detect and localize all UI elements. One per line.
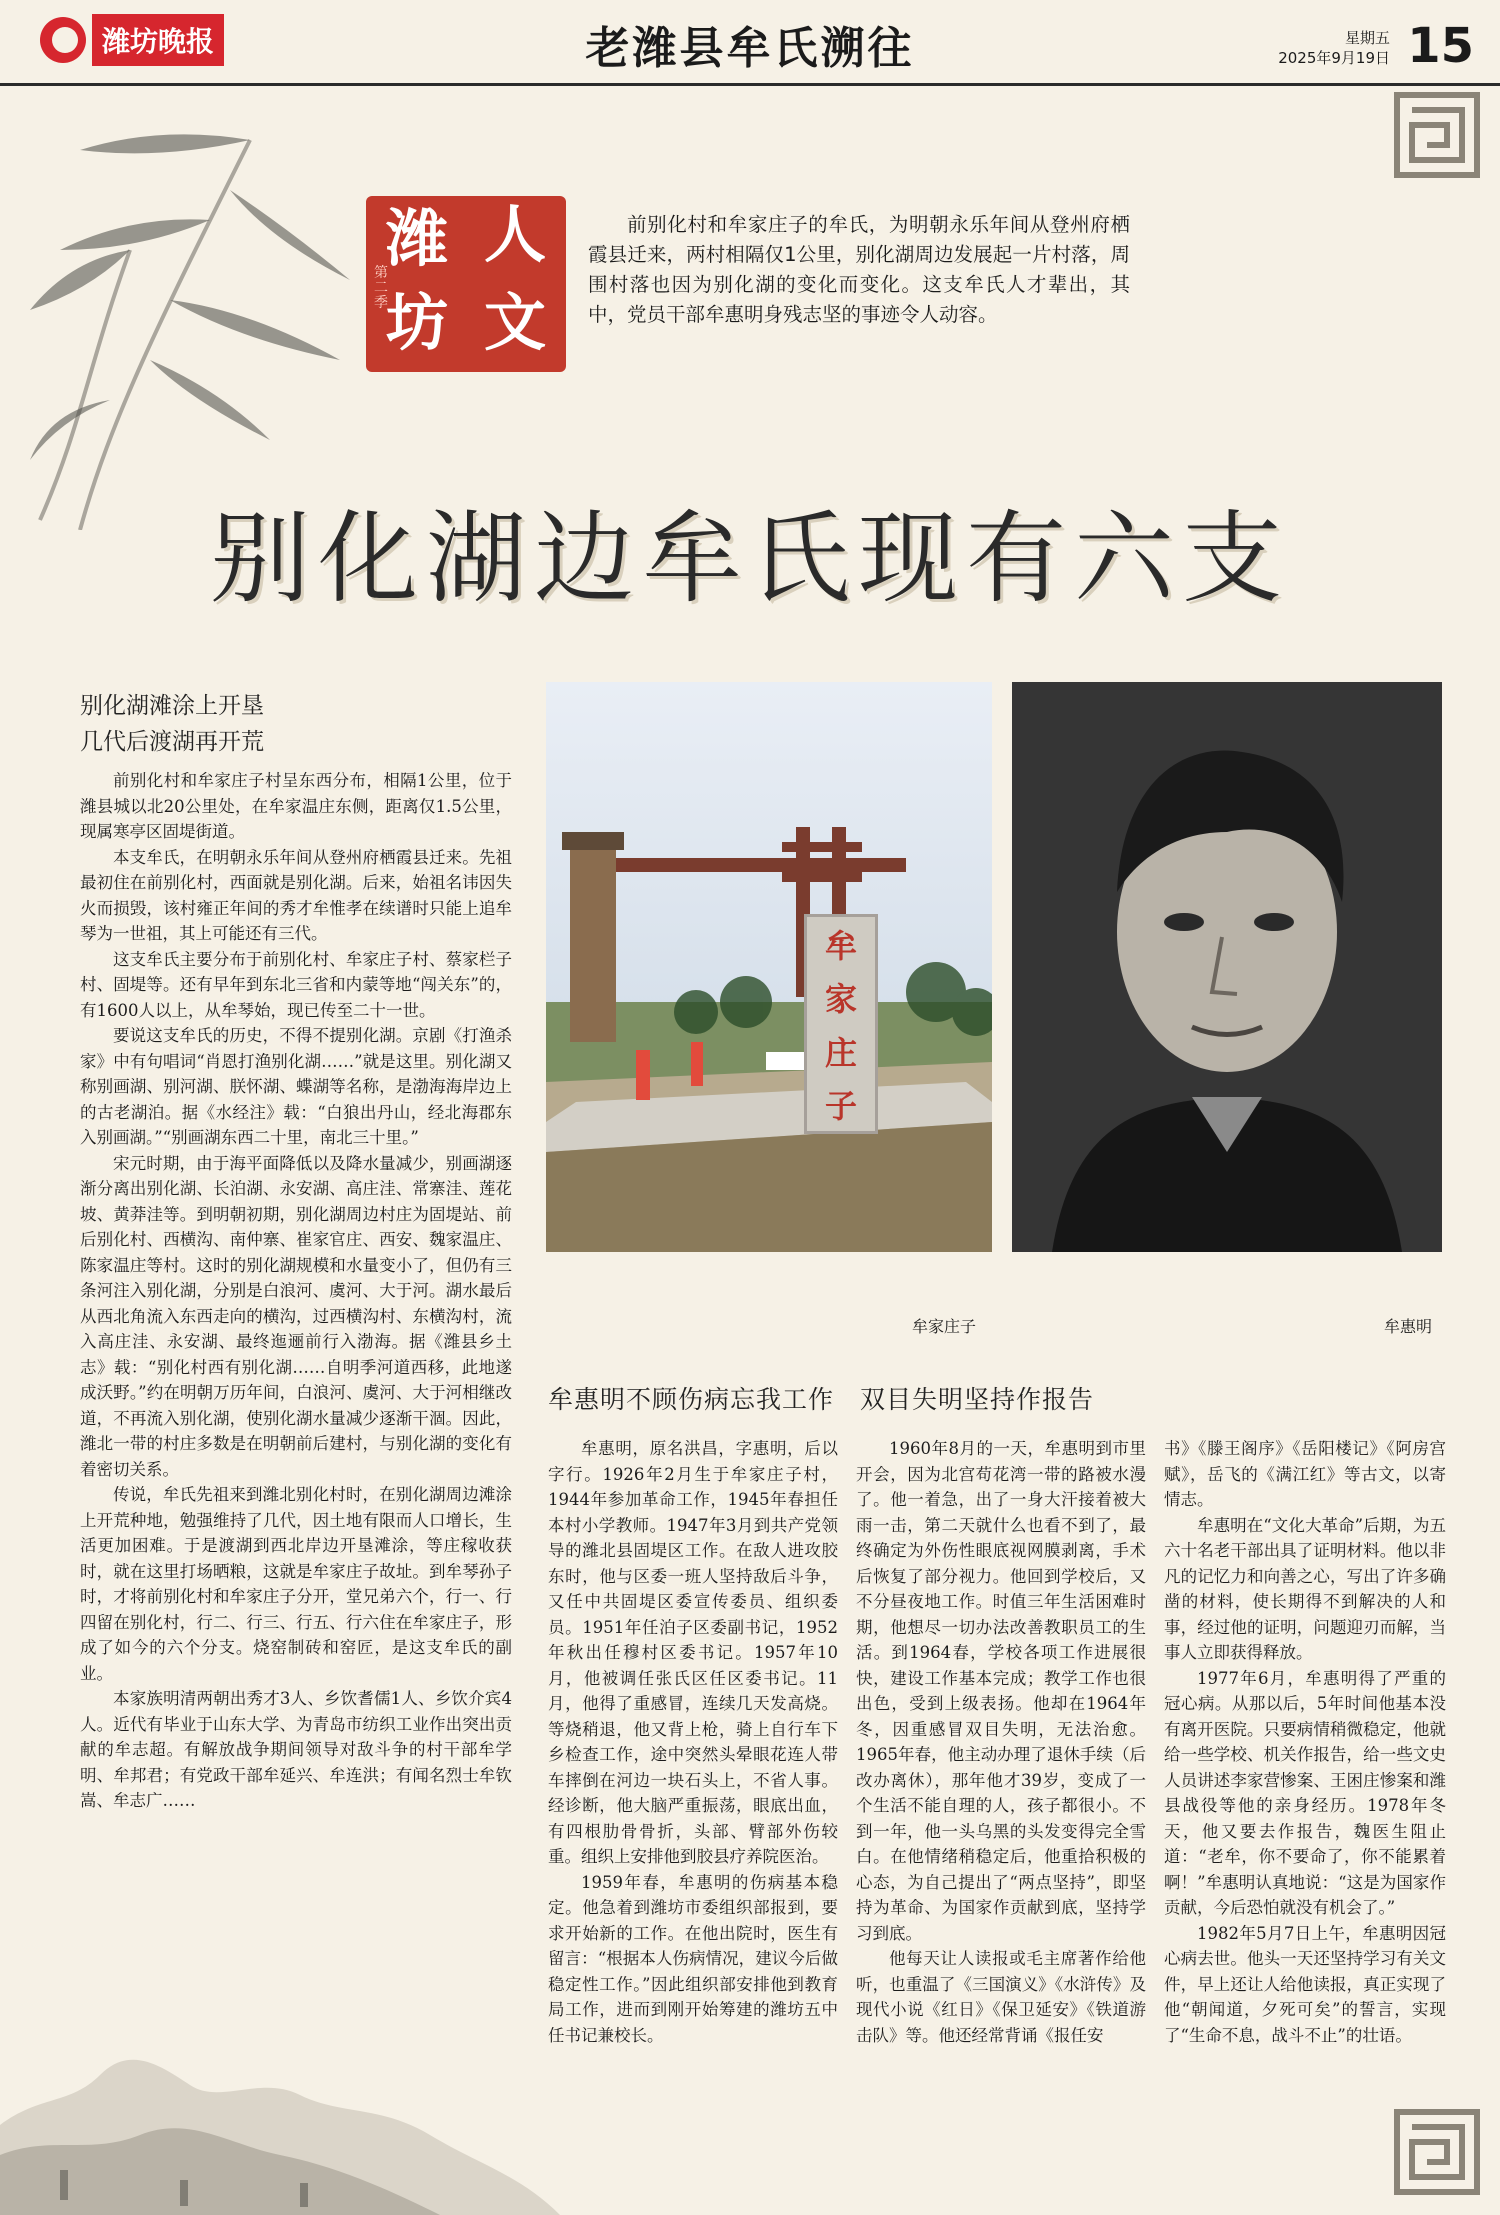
paragraph: 这支牟氏主要分布于前别化村、牟家庄子村、蔡家栏子村、固堤等。还有早年到东北三省和内蒙等地“闯关东”的，有1600人以上，从牟琴始，现已传至二十一世。 <box>80 949 512 1020</box>
section-title: 老潍县牟氏溯往 <box>585 23 915 74</box>
intro-paragraph: 前别化村和牟家庄子的牟氏，为明朝永乐年间从登州府栖霞县迁来，两村相隔仅1公里，别化湖周边发展起一片村落，周围村落也因为别化湖的变化而变化。这支牟氏人才辈出，其中，党员干部牟惠明身残志坚的事迹令人动容。 <box>588 213 1130 326</box>
logo-text: 潍坊晚报 <box>92 14 224 66</box>
photo-village-gate <box>546 682 992 1252</box>
badge-season: 第二季 <box>374 265 388 311</box>
paragraph: 本家族明清两朝出秀才3人、乡饮耆儒1人、乡饮介宾4人。近代有毕业于山东大学、为青岛市纺织工业作出突出贡献的牟志超。有解放战争期间领导对敌斗争的村干部牟学明、牟邦君；有党政干部牟延兴、牟连洪；有闻名烈士牟钦嵩、牟志广…… <box>80 1689 512 1810</box>
photo-caption-right: 牟惠明 <box>1384 1317 1433 1336</box>
gate-sign-char: 牟 <box>824 926 857 965</box>
paragraph: 1982年5月7日上午，牟惠明因冠心病去世。他头一天还坚持学习有关文件，早上还让人给他读报，真正实现了他“朝闻道，夕死可矣”的誓言，实现了“生命不息，战斗不止”的壮语。 <box>1164 1923 1446 2045</box>
subhead-line: 别化湖滩涂上开垦 <box>80 693 264 719</box>
date: 2025年9月19日 <box>1278 49 1390 67</box>
gate-sign-char: 家 <box>824 980 857 1019</box>
badge-char: 文 <box>484 286 547 359</box>
article-column-left <box>80 688 512 1814</box>
paragraph: 前别化村和牟家庄子村呈东西分布，相隔1公里，位于潍县城以北20公里处，在牟家温庄东侧，距离仅1.5公里，现属寒亭区固堤街道。 <box>80 771 512 841</box>
paragraph: 书》《滕王阁序》《岳阳楼记》《阿房宫赋》，岳飞的《满江红》等古文，以寄情志。 <box>1164 1439 1446 1509</box>
ink-mountains-decoration-icon <box>0 1955 560 2215</box>
issue-date <box>1278 28 1390 68</box>
village-gate-image-icon <box>546 682 992 1252</box>
subhead-line: 几代后渡湖再开荒 <box>80 729 264 755</box>
article-column-4 <box>1164 1436 1446 2048</box>
page-header <box>0 0 1500 86</box>
paragraph: 1959年春，牟惠明的伤病基本稳定。他急着到潍坊市委组织部报到，要求开始新的工作。在他出院时，医生有留言：“根据本人伤病情况，建议今后做稳定性工作。”因此组织部安排他到教育局工作，进而到刚开始筹建的潍坊五中任书记兼校长。 <box>548 1872 838 2045</box>
paragraph: 牟惠明，原名洪昌，字惠明，后以字行。1926年2月生于牟家庄子村，1944年参加革命工作，1945年春担任本村小学教师。1947年3月到共产党领导的潍北县固堤区工作。在敌人进攻胶东时，他与区委一班人坚持敌后斗争，又任中共固堤区委宣传委员、组织委员。1951年任泊子区委副书记，1952年秋出任穆村区委书记。1957年10月，他被调任张氏区任区委书记。11月，他得了重感冒，连续几天发高烧。等烧稍退，他又背上枪，骑上自行车下乡检查工作，途中突然头晕眼花连人带车摔倒在河边一块石头上，不省人事。经诊断，他大脑严重振荡，眼底出血，有四根肋骨骨折，头部、臂部外伤较重。组织上安排他到胶县疗养院医治。 <box>548 1439 838 1866</box>
page-number: 15 <box>1407 18 1474 74</box>
paragraph: 1977年6月，牟惠明得了严重的冠心病。从那以后，5年时间他基本没有离开医院。只要病情稍微稳定，他就给一些学校、机关作报告，给一些文史人员讲述李家营惨案、王困庄惨案和潍县战役等他的亲身经历。1978年冬天，他又要去作报告，魏医生阻止道：“老牟，你不要命了，你不能累着啊！”牟惠明认真地说：“这是为国家作贡献，今后恐怕就没有机会了。” <box>1164 1668 1446 1917</box>
photo-portrait <box>1012 682 1442 1252</box>
paragraph: 要说这支牟氏的历史，不得不提别化湖。京剧《打渔杀家》中有句唱词“肖恩打渔别化湖……”就是这里。别化湖又称别画湖、别河湖、朕怀湖、蝶湖等名称，是渤海海岸边上的古老湖泊。据《水经注》载：“白狼出丹山，经北海郡东入别画湖。”“别画湖东西二十里，南北三十里。” <box>80 1026 512 1147</box>
paragraph: 传说，牟氏先祖来到潍北别化村时，在别化湖周边滩涂上开荒种地，勉强维持了几代，因土地有限而人口增长，生活更加困难。于是渡湖到西北岸边开垦滩涂，等庄稼收获时，就在这里打场晒粮，这就是牟家庄子故址。到牟琴孙子时，才将前别化村和牟家庄子分开，堂兄弟六个，行一、行四留在别化村，行二、行三、行五、行六住在牟家庄子，形成了如今的六个分支。烧窑制砖和窑匠，是这支牟氏的副业。 <box>80 1485 512 1683</box>
badge-char: 人 <box>484 198 547 271</box>
corner-pattern-icon <box>1392 90 1482 180</box>
portrait-image-icon <box>1012 682 1442 1252</box>
gate-sign <box>804 914 878 1134</box>
paragraph: 本支牟氏，在明朝永乐年间从登州府栖霞县迁来。先祖最初住在前别化村，西面就是别化湖。后来，始祖名讳因失火而损毁，该村雍正年间的秀才牟惟孝在续谱时只能上追牟琴为一世祖，其上可能还有三代。 <box>80 847 512 943</box>
column-badge <box>366 196 566 372</box>
article-column-3 <box>856 1436 1146 2048</box>
badge-char: 坊 <box>386 286 449 359</box>
gate-sign-char: 子 <box>824 1087 857 1126</box>
gate-sign-char: 庄 <box>824 1033 857 1072</box>
paragraph: 宋元时期，由于海平面降低以及降水量减少，别画湖逐渐分离出别化湖、长泊湖、永安湖、高庄洼、常寨洼、莲花坡、黄莽洼等。到明朝初期，别化湖周边村庄为固堤站、前后别化村、西横沟、南仲寨、崔家官庄、西安、魏家温庄、陈家温庄等村。这时的别化湖规模和水量变小了，但仍有三条河注入别化湖，分别是白浪河、虞河、大于河。湖水最后从西北角流入东西走向的横沟，过西横沟村、东横沟村，流入高庄洼、永安湖、最终迤逦前行入渤海。据《潍县乡土志》载：“别化村西有别化湖……自明季河道西移，此地遂成沃野。”约在明朝万历年间，白浪河、虞河、大于河相继改道，不再流入别化湖，使别化湖水量减少逐渐干涸。因此，潍北一带的村庄多数是在明朝前后建村，与别化湖的变化有着密切关系。 <box>80 1153 512 1479</box>
paragraph: 牟惠明在“文化大革命”后期，为五六十名老干部出具了证明材料。他以非凡的记忆力和向善之心，写出了许多确凿的材料，使长期得不到解决的人和事，经过他的证明，问题迎刃而解，当事人立即获得释放。 <box>1164 1515 1446 1662</box>
paragraph: 1960年8月的一天，牟惠明到市里开会，因为北宫苟花湾一带的路被水漫了。他一着急，出了一身大汗接着被大雨一击，第二天就什么也看不到了，最终确定为外伤性眼底视网膜剥离，手术后恢复了部分视力。他回到学校后，又不分昼夜地工作。时值三年生活困难时期，他想尽一切办法改善教职员工的生活。到1964春，学校各项工作进展很快，建设工作基本完成；教学工作也很出色，受到上级表扬。他却在1964年冬，因重感冒双目失明，无法治愈。1965年春，他主动办理了退休手续（后改办离休），那年他才39岁，变成了一个生活不能自理的人，孩子都很小。不到一年，他一头乌黑的头发变得完全雪白。在他情绪稍稳定后，他重拾积极的心态，为自己提出了“两点坚持”，即坚持为革命、为国家作贡献到底，坚持学习到底。 <box>856 1439 1146 1943</box>
weekday: 星期五 <box>1344 29 1390 47</box>
photo-caption-left: 牟家庄子 <box>912 1317 977 1336</box>
bamboo-decoration-icon <box>20 100 360 530</box>
article-column-2 <box>548 1436 838 2048</box>
headline: 别化湖边牟氏现有六支 <box>210 500 1290 617</box>
corner-pattern-icon <box>1392 2107 1482 2197</box>
badge-char: 潍 <box>386 202 449 275</box>
subhead-section2: 牟惠明不顾伤病忘我工作 双目失明坚持作报告 <box>548 1385 1095 1414</box>
paragraph: 他每天让人读报或毛主席著作给他听，也重温了《三国演义》《水浒传》及现代小说《红日》《保卫延安》《铁道游击队》等。他还经常背诵《报任安 <box>856 1949 1146 2045</box>
